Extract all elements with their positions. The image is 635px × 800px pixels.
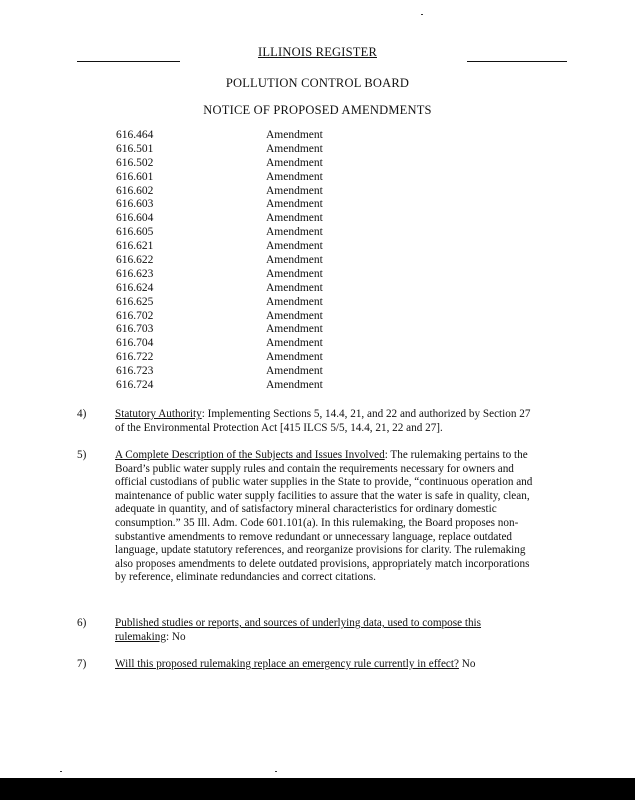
section-number: 616.724 [116,379,154,392]
section-row [116,282,376,296]
section-number: 616.603 [116,198,154,211]
section-action: Amendment [266,254,323,267]
item-heading: A Complete Description of the Subjects and Issues Involved [115,449,385,461]
item-number: 4) [77,408,87,420]
section-row [116,379,376,393]
section-action: Amendment [266,184,323,197]
section-row [116,323,376,337]
scan-speck [275,771,277,772]
section-action: Amendment [266,323,323,336]
section-number: 616.722 [116,351,154,364]
item-text: : The rulemaking pertains to the Board’s public water supply rules and contain the requirements necessary for owners and official custodians of public water supplies in the State to provide, “continuous operation and maintenance of public water supply facilities to assure that the water is safe in quality, clean, adequate in quantity, and of satisfactory mineral characteristics for ordinary domestic consumption.” 35 Ill. Adm. Code 601.101(a). In this rulemaking, the Board proposes non-substantive amendments to remove redundant or unnecessary language, replace outdated language, update statutory references, and reorganize provisions for clarity. The rulemaking also proposes amendments to delete outdated provisions, appropriately match incorporations by reference, eliminate redundancies and correct citations. [115,449,533,584]
item-heading: Statutory Authority [115,408,202,420]
section-row [116,240,376,254]
section-number: 616.501 [116,142,154,155]
section-row [116,351,376,365]
section-action: Amendment [266,365,323,378]
sections-list [116,129,376,393]
section-number: 616.624 [116,281,154,294]
section-action: Amendment [266,198,323,211]
section-row [116,198,376,212]
section-row [116,296,376,310]
section-action: Amendment [266,295,323,308]
scan-speck [60,771,62,772]
item-number: 5) [77,449,87,461]
section-row [116,212,376,226]
section-number: 616.621 [116,240,154,253]
section-row [116,365,376,379]
section-action: Amendment [266,309,323,322]
section-action: Amendment [266,379,323,392]
header-rule-right [467,61,567,62]
section-number: 616.602 [116,184,154,197]
section-row [116,254,376,268]
item-text: : No [165,630,186,643]
item-body [115,408,537,435]
board-title: POLLUTION CONTROL BOARD [225,76,410,90]
section-number: 616.622 [116,254,154,267]
header-rule-left [77,61,180,62]
section-number: 616.625 [116,295,154,308]
item-number: 6) [77,617,87,629]
section-action: Amendment [266,226,323,239]
section-action: Amendment [266,240,323,253]
section-number: 616.623 [116,267,154,280]
item-number: 7) [77,658,87,670]
section-row [116,171,376,185]
item-body [115,449,537,585]
section-row [116,185,376,199]
item-text: : Implementing Sections 5, 14.4, 21, and 22 and authorized by Section 27 of the Environmental Protection Act [415 ILCS 5/5, 14.4, 21, 22 and 27]. [115,408,531,434]
section-row [116,157,376,171]
section-row [116,143,376,157]
section-action: Amendment [266,170,323,183]
section-action: Amendment [266,212,323,225]
section-row [116,310,376,324]
scan-speck [421,14,423,15]
section-number: 616.723 [116,365,154,378]
scan-bottom-bar [0,778,635,800]
section-action: Amendment [266,129,323,141]
section-action: Amendment [266,281,323,294]
item-heading: Will this proposed rulemaking replace an emergency rule currently in effect? [115,658,459,670]
notice-title: NOTICE OF PROPOSED AMENDMENTS [203,103,432,117]
section-number: 616.604 [116,212,154,225]
section-action: Amendment [266,337,323,350]
section-number: 616.605 [116,226,154,239]
section-number: 616.702 [116,309,154,322]
section-row [116,226,376,240]
section-number: 616.601 [116,170,154,183]
item-body [115,658,537,672]
item-text: No [458,658,476,670]
item-body [115,617,537,644]
section-number: 616.502 [116,156,154,169]
section-action: Amendment [266,142,323,155]
section-row [116,129,376,143]
section-action: Amendment [266,267,323,280]
section-row [116,337,376,351]
item-heading: Published studies or reports, and sources of underlying data, used to compose this rulemaking [115,617,482,643]
section-number: 616.704 [116,337,154,350]
section-row [116,268,376,282]
register-title: ILLINOIS REGISTER [257,45,377,59]
section-action: Amendment [266,156,323,169]
section-number: 616.703 [116,323,154,336]
section-action: Amendment [266,351,323,364]
section-number: 616.464 [116,129,154,141]
